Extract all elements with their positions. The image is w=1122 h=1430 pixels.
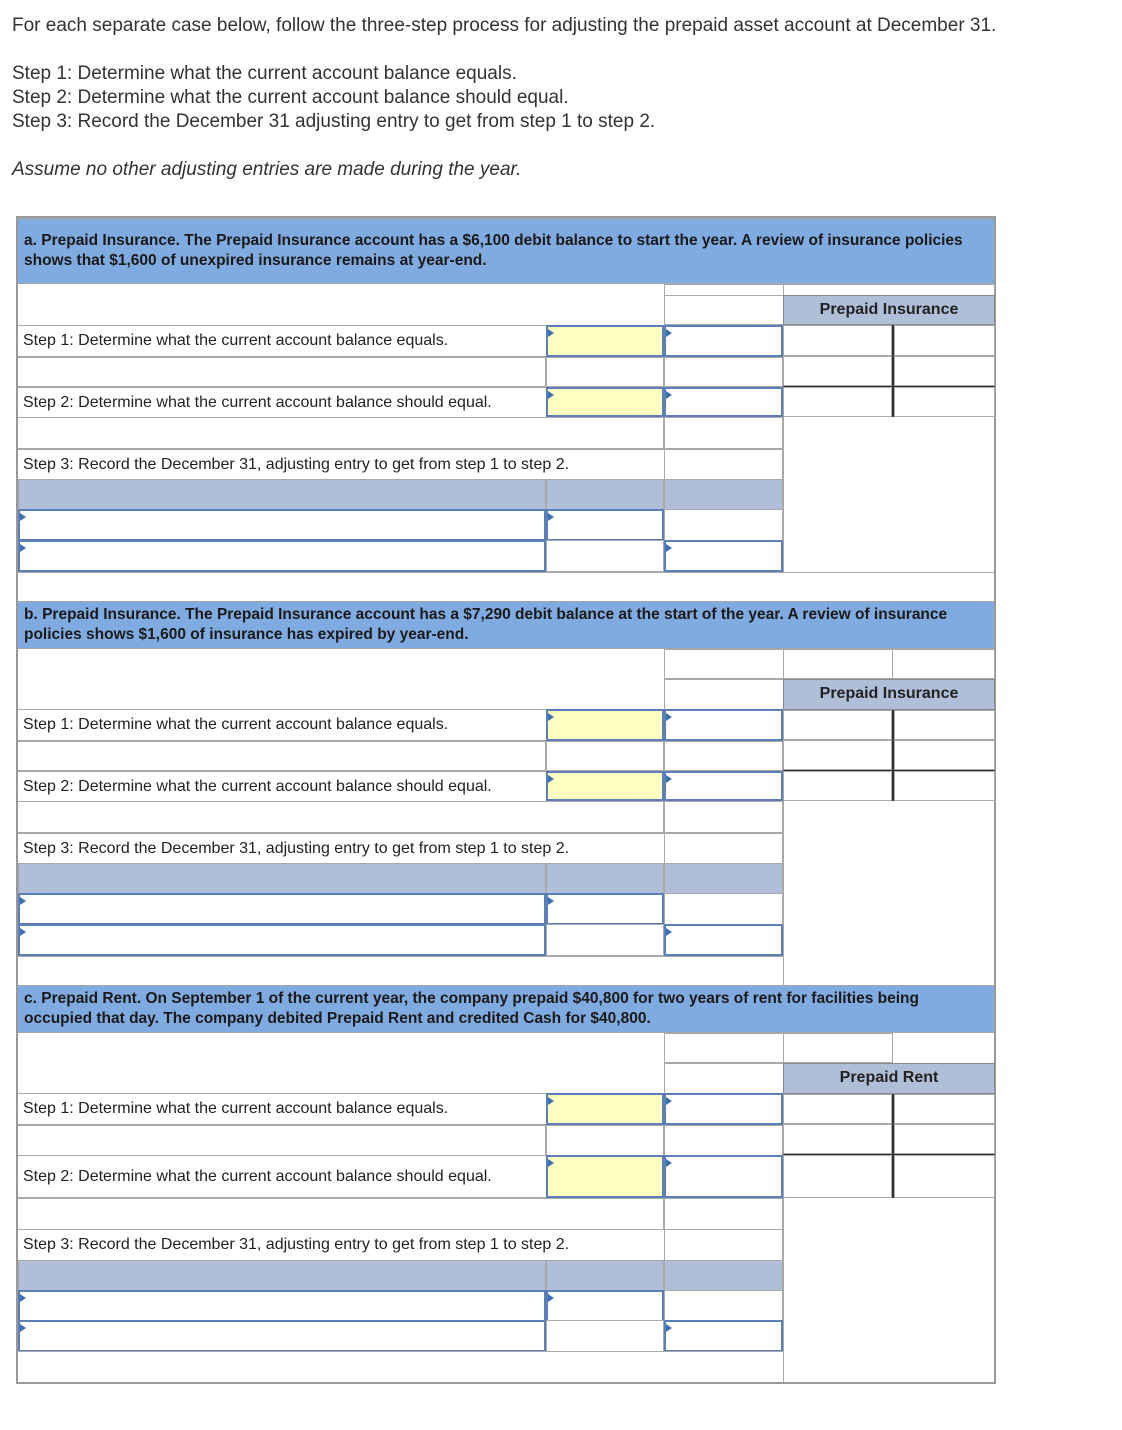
case-a-t-credit-balance[interactable] xyxy=(894,387,995,417)
case-b-step-1-label-input[interactable] xyxy=(664,709,783,741)
case-b-step-2-label: Step 2: Determine what the current account balance should equal. xyxy=(18,771,546,803)
case-c-t-debit-balance[interactable] xyxy=(783,1155,892,1198)
instruction-step-2: Step 2: Determine what the current account balance should equal. xyxy=(12,87,569,108)
case-c-t-account-title: Prepaid Rent xyxy=(783,1063,995,1094)
case-a-spacer xyxy=(664,449,783,480)
case-b-step-1-label: Step 1: Determine what the current account balance equals. xyxy=(18,709,546,741)
case-c-spacer xyxy=(546,1125,664,1156)
case-a-t-debit-1[interactable] xyxy=(783,325,892,356)
case-b-t-credit-1[interactable] xyxy=(894,710,995,740)
case-c-blank-cell xyxy=(664,1063,784,1094)
case-b-t-debit-1[interactable] xyxy=(783,710,892,740)
case-c-journal-account-2[interactable] xyxy=(18,1320,546,1352)
case-a-spacer xyxy=(18,417,664,449)
case-b-spacer xyxy=(18,741,546,771)
case-b-journal-header xyxy=(546,863,664,894)
case-a-spacer xyxy=(664,417,783,449)
case-c-step-1-amount-input[interactable] xyxy=(546,1093,664,1125)
case-b-journal-account-1[interactable] xyxy=(18,893,546,925)
case-a-journal-credit-2[interactable] xyxy=(664,540,783,572)
case-c-t-credit-2[interactable] xyxy=(894,1124,995,1154)
case-c-journal-header xyxy=(664,1260,783,1291)
case-c-journal-debit-1[interactable] xyxy=(546,1290,664,1322)
case-c-spacer xyxy=(664,1229,783,1261)
case-b-journal-header xyxy=(664,863,783,894)
case-b-t-debit-2[interactable] xyxy=(783,740,892,770)
case-b-t-credit-2[interactable] xyxy=(894,740,995,770)
case-b-spacer xyxy=(546,741,664,771)
case-c-step-1-label-input[interactable] xyxy=(664,1093,783,1125)
case-c-journal-header xyxy=(546,1260,664,1291)
case-a-journal-header xyxy=(664,479,783,510)
case-b-journal-account-2[interactable] xyxy=(18,924,546,956)
case-b-journal-debit-2-blank xyxy=(546,924,664,956)
case-b-header: b. Prepaid Insurance. The Prepaid Insurance account has a $7,290 debit balance at the start of the year. A review of insurance policies shows $1,600 of insurance has expired by year-end. xyxy=(18,601,994,649)
case-a-divider xyxy=(18,572,994,573)
case-a-t-credit-2[interactable] xyxy=(894,356,995,386)
case-a-journal-account-1[interactable] xyxy=(18,509,546,541)
case-a-spacer xyxy=(546,357,664,387)
case-c-spacer xyxy=(18,1125,546,1156)
case-b-blank-cell xyxy=(664,649,784,679)
case-b-journal-header xyxy=(18,863,546,894)
case-c-t-debit-2[interactable] xyxy=(783,1124,892,1154)
case-a-t-account-title: Prepaid Insurance xyxy=(783,295,995,325)
case-b-spacer xyxy=(664,741,783,771)
case-a-divider xyxy=(783,417,784,572)
case-c-step-2-amount-input[interactable] xyxy=(546,1155,664,1198)
case-c-step-2-label: Step 2: Determine what the current account balance should equal. xyxy=(18,1155,546,1198)
case-a-t-debit-2[interactable] xyxy=(783,356,892,386)
case-a-step-2-label-input[interactable] xyxy=(664,387,783,417)
case-c-journal-debit-2-blank xyxy=(546,1320,664,1352)
case-b-blank-cell xyxy=(783,649,893,679)
case-b-step-3-label: Step 3: Record the December 31, adjusting entry to get from step 1 to step 2. xyxy=(18,833,664,865)
case-c-t-credit-balance[interactable] xyxy=(894,1155,995,1198)
case-b-journal-debit-1[interactable] xyxy=(546,893,664,925)
case-a-t-debit-balance[interactable] xyxy=(783,387,892,417)
instruction-step-1: Step 1: Determine what the current account balance equals. xyxy=(12,63,517,84)
case-a-journal-credit-1-blank xyxy=(664,509,783,541)
case-a-t-credit-1[interactable] xyxy=(894,325,995,356)
case-b-blank-cell xyxy=(664,679,784,710)
case-b-step-2-label-input[interactable] xyxy=(664,771,783,801)
case-a-step-2-label: Step 2: Determine what the current account balance should equal. xyxy=(18,387,546,419)
case-c-blank-cell xyxy=(664,1033,784,1063)
case-b-journal-credit-1-blank xyxy=(664,893,783,925)
case-c-spacer xyxy=(664,1125,783,1156)
case-c-step-1-label: Step 1: Determine what the current account balance equals. xyxy=(18,1093,546,1125)
case-a-step-1-label: Step 1: Determine what the current account balance equals. xyxy=(18,325,546,357)
instruction-step-3: Step 3: Record the December 31 adjusting entry to get from step 1 to step 2. xyxy=(12,111,656,132)
case-b-spacer xyxy=(664,833,783,864)
case-a-journal-debit-2-blank xyxy=(546,540,664,572)
case-c-t-credit-1[interactable] xyxy=(894,1094,995,1124)
case-c-spacer xyxy=(664,1198,783,1230)
case-b-spacer xyxy=(664,801,783,833)
case-a-step-2-amount-input[interactable] xyxy=(546,387,664,417)
case-a-spacer xyxy=(18,357,546,387)
case-c-journal-credit-2[interactable] xyxy=(664,1320,783,1352)
case-a-journal-header xyxy=(546,479,664,510)
case-a-journal-header xyxy=(18,479,546,510)
case-b-step-1-amount-input[interactable] xyxy=(546,709,664,741)
assumption-note: Assume no other adjusting entries are made during the year. xyxy=(12,159,522,180)
case-b-t-debit-balance[interactable] xyxy=(783,771,892,801)
case-a-header: a. Prepaid Insurance. The Prepaid Insurance account has a $6,100 debit balance to start the year. A review of insurance policies shows that $1,600 of unexpired insurance remains at year-end. xyxy=(18,218,994,284)
case-c-t-debit-1[interactable] xyxy=(783,1094,892,1124)
case-c-divider xyxy=(18,1351,783,1352)
case-a-spacer xyxy=(664,357,783,387)
case-a-step-1-label-input[interactable] xyxy=(664,325,783,357)
case-c-header: c. Prepaid Rent. On September 1 of the current year, the company prepaid $40,800 for two years of rent for facilities being occupied that day. The company debited Prepaid Rent and credited Cash for $40,800. xyxy=(18,985,994,1033)
case-c-spacer xyxy=(18,1198,664,1230)
case-a-journal-debit-1[interactable] xyxy=(546,509,664,541)
case-b-divider xyxy=(783,801,784,985)
case-c-step-2-label-input[interactable] xyxy=(664,1155,783,1198)
case-b-t-credit-balance[interactable] xyxy=(894,771,995,801)
case-c-journal-credit-1-blank xyxy=(664,1290,783,1322)
case-c-blank-cell xyxy=(783,1033,893,1063)
case-c-journal-header xyxy=(18,1260,546,1291)
case-c-divider xyxy=(783,1198,784,1382)
case-a-step-1-amount-input[interactable] xyxy=(546,325,664,357)
case-a-blank-cell xyxy=(664,295,784,325)
case-b-divider xyxy=(18,956,783,957)
case-b-blank-cell xyxy=(892,649,995,679)
case-c-journal-account-1[interactable] xyxy=(18,1290,546,1322)
case-b-spacer xyxy=(18,801,664,833)
case-a-journal-account-2[interactable] xyxy=(18,540,546,572)
instructions-text: For each separate case below, follow the three-step process for adjusting the prepaid asset account at December 31. xyxy=(12,15,997,36)
case-b-journal-credit-2[interactable] xyxy=(664,924,783,956)
case-b-step-2-amount-input[interactable] xyxy=(546,771,664,801)
case-b-t-account-title: Prepaid Insurance xyxy=(783,679,995,710)
case-a-step-3-label: Step 3: Record the December 31, adjusting entry to get from step 1 to step 2. xyxy=(18,449,664,481)
case-c-step-3-label: Step 3: Record the December 31, adjusting entry to get from step 1 to step 2. xyxy=(18,1229,664,1261)
